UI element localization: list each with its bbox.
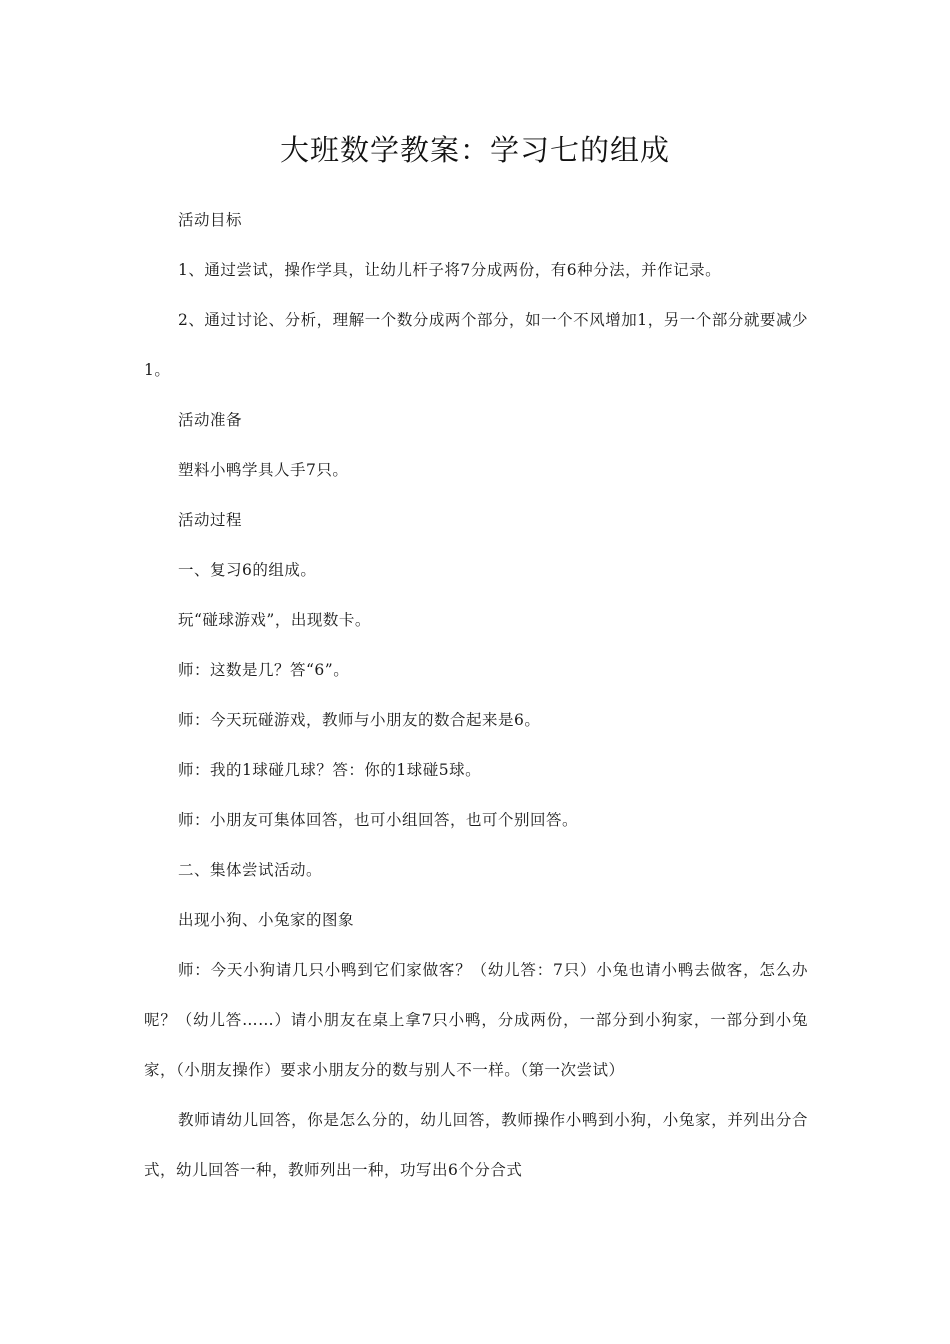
paragraph-goal-2: 2、通过讨论、分析，理解一个数分成两个部分，如一个不风增加1，另一个部分就要减少1。 bbox=[144, 311, 808, 379]
paragraph-goal-1: 1、通过尝试，操作学具，让幼儿杆子将7分成两份，有6种分法，并作记录。 bbox=[178, 261, 722, 279]
paragraph-heading-preparation: 活动准备 bbox=[178, 411, 243, 429]
paragraph-heading-goals: 活动目标 bbox=[178, 211, 243, 229]
document-title: 大班数学教案：学习七的组成 bbox=[279, 133, 670, 167]
paragraph-dialogue-4: 师：小朋友可集体回答，也可小组回答，也可个别回答。 bbox=[178, 811, 579, 829]
paragraph-preparation: 塑料小鸭学具人手7只。 bbox=[178, 461, 349, 479]
paragraph-image-note: 出现小狗、小兔家的图象 bbox=[178, 911, 355, 929]
paragraph-step-2: 二、集体尝试活动。 bbox=[178, 861, 323, 879]
paragraph-dialogue-2: 师：今天玩碰游戏，教师与小朋友的数合起来是6。 bbox=[178, 711, 541, 729]
paragraph-game: 玩“碰球游戏”，出现数卡。 bbox=[178, 611, 371, 629]
paragraph-dialogue-1: 师：这数是几？答“6”。 bbox=[178, 661, 350, 679]
paragraph-attempt-1: 师：今天小狗请几只小鸭到它们家做客？（幼儿答：7只）小兔也请小鸭去做客，怎么办呢？（幼儿答……）请小朋友在桌上拿7只小鸭，分成两份，一部分到小狗家，一部分到小兔家，（小朋友操作）要求小朋友分的数与别人不一样。（第一次尝试） bbox=[144, 961, 808, 1079]
paragraph-teacher-record: 教师请幼儿回答，你是怎么分的，幼儿回答，教师操作小鸭到小狗，小兔家，并列出分合式，幼儿回答一种，教师列出一种，功写出6个分合式 bbox=[144, 1111, 808, 1179]
paragraph-step-1: 一、复习6的组成。 bbox=[178, 561, 317, 579]
document-body bbox=[144, 195, 808, 1195]
paragraph-dialogue-3: 师：我的1球碰几球？答：你的1球碰5球。 bbox=[178, 761, 482, 779]
paragraph-heading-process: 活动过程 bbox=[178, 511, 243, 529]
